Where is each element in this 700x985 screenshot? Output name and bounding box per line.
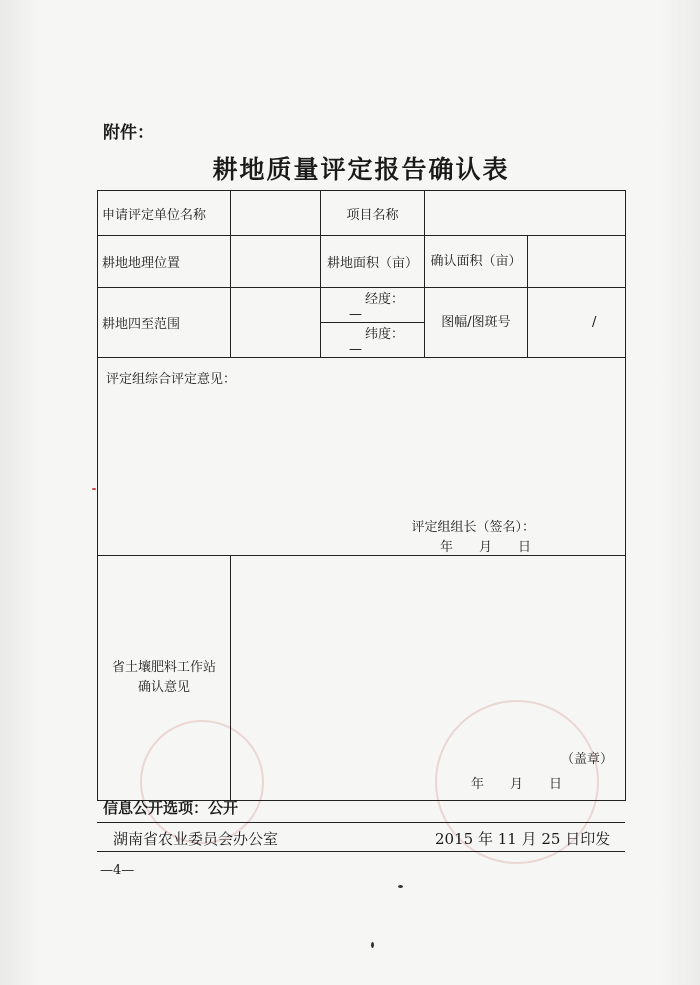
provincial-station-label: 省土壤肥料工作站确认意见: [98, 556, 231, 801]
issue-date: 2015 年 11 月 25 日印发: [435, 830, 611, 848]
geo-location-value[interactable]: [231, 236, 321, 288]
project-name-label: 项目名称: [321, 191, 425, 236]
map-sheet-value[interactable]: [528, 288, 626, 358]
provincial-station-opinion-cell[interactable]: [231, 556, 626, 801]
geo-location-label: 耕地地理位置: [98, 236, 231, 288]
map-sheet-slash: /: [592, 315, 597, 330]
longitude-label: 经度：: [365, 292, 405, 307]
project-name-value[interactable]: [425, 191, 626, 236]
farmland-area-label: 耕地面积（亩）: [321, 236, 425, 288]
bottom-rule: [97, 851, 625, 852]
confirmation-date: 年 月 日: [471, 777, 563, 792]
attachment-label: 附件：: [103, 123, 154, 143]
confirmed-area-value[interactable]: [528, 236, 626, 288]
latitude-dash: —: [349, 342, 362, 357]
longitude-cell[interactable]: [321, 288, 425, 323]
seal-label: （盖章）: [561, 752, 614, 767]
info-disclosure: 信息公开选项：公开: [103, 799, 239, 817]
page-number: —4—: [100, 863, 135, 878]
confirmed-area-label: 确认面积（亩）: [425, 236, 528, 288]
evaluation-opinion-cell[interactable]: [98, 358, 626, 556]
ink-speck: [92, 488, 96, 490]
latitude-cell[interactable]: [321, 323, 425, 358]
applicant-unit-label: 申请评定单位名称: [98, 191, 231, 236]
boundary-range-label: 耕地四至范围: [98, 288, 231, 358]
evaluation-opinion-label: 评定组综合评定意见：: [106, 372, 237, 387]
latitude-label: 纬度：: [365, 327, 405, 342]
page-title: 耕地质量评定报告确认表: [212, 155, 510, 184]
boundary-range-value[interactable]: [231, 288, 321, 358]
applicant-unit-value[interactable]: [231, 191, 321, 236]
map-sheet-label: 图幅/图斑号: [425, 288, 528, 358]
confirmation-form-table: [97, 190, 626, 801]
top-rule: [97, 822, 625, 823]
ink-speck: [371, 942, 374, 948]
longitude-dash: —: [349, 307, 362, 322]
evaluation-date: 年 月 日: [440, 540, 532, 555]
issuer: 湖南省农业委员会办公室: [113, 830, 279, 848]
team-leader-signature-label: 评定组组长（签名）：: [411, 520, 535, 535]
ink-speck: [398, 885, 403, 888]
